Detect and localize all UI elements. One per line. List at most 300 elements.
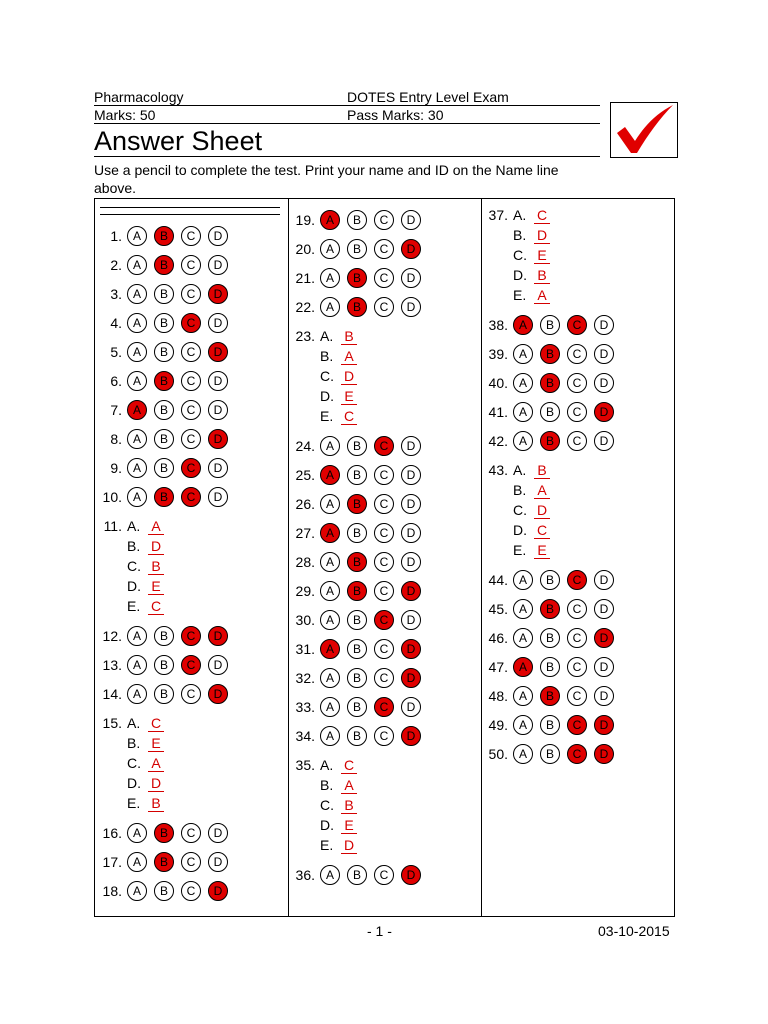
answer-bubble-c[interactable]: C [374,523,394,543]
answer-bubble-b[interactable]: B [154,342,174,362]
answer-bubble-c[interactable]: C [374,268,394,288]
instructions: Use a pencil to complete the test. Print your name and ID on the Name line above. [94,162,559,196]
answer-bubble-c[interactable]: C [567,657,587,677]
answer-bubble-a[interactable]: A [513,402,533,422]
match-item-label: B. [320,777,334,793]
answer-bubble-b[interactable]: B [347,268,367,288]
match-item-answer[interactable]: E [148,578,164,595]
answer-bubble-b[interactable]: B [154,226,174,246]
question-number: 49. [488,717,508,733]
answer-bubble-d[interactable]: D [401,552,421,572]
question-number: 25. [295,467,315,483]
answer-bubble-d[interactable]: D [594,715,614,735]
question-number: 31. [295,641,315,657]
page-title: Answer Sheet [94,126,263,156]
answer-bubble-d[interactable]: D [594,570,614,590]
answer-bubble-c[interactable]: C [374,639,394,659]
match-item-answer[interactable]: A [341,348,357,365]
answer-bubble-d[interactable]: D [401,639,421,659]
answer-bubble-a[interactable]: A [320,239,340,259]
answer-bubble-d[interactable]: D [401,523,421,543]
answer-bubble-c[interactable]: C [181,226,201,246]
answer-bubble-a[interactable]: A [320,581,340,601]
match-item-answer[interactable]: D [341,368,357,385]
answer-bubble-c[interactable]: C [374,610,394,630]
match-item-answer[interactable]: C [341,408,357,425]
answer-bubble-c[interactable]: C [567,373,587,393]
column-divider-2 [481,198,482,917]
match-item-answer[interactable]: C [148,715,164,732]
question-number: 1. [110,228,122,244]
question-number: 5. [110,344,122,360]
answer-bubble-c[interactable]: C [567,628,587,648]
answer-bubble-c[interactable]: C [374,210,394,230]
answer-bubble-a[interactable]: A [127,881,147,901]
answer-bubble-b[interactable]: B [347,668,367,688]
header-rule-1 [94,105,600,106]
question-number: 4. [110,315,122,331]
match-item-answer[interactable]: B [341,797,357,814]
answer-bubble-c[interactable]: C [374,552,394,572]
match-item-label: D. [320,817,334,833]
match-item-label: E. [320,408,334,424]
answer-bubble-a[interactable]: A [513,686,533,706]
question-number: 17. [102,854,122,870]
answer-bubble-b[interactable]: B [154,313,174,333]
match-item-label: C. [513,502,527,518]
answer-bubble-c[interactable]: C [374,239,394,259]
answer-bubble-a[interactable]: A [513,431,533,451]
match-item-answer[interactable]: D [534,502,550,519]
question-number: 16. [102,825,122,841]
answer-bubble-d[interactable]: D [401,668,421,688]
exam-name: DOTES Entry Level Exam [347,89,509,105]
match-item-answer[interactable]: B [341,328,357,345]
question-number: 3. [110,286,122,302]
answer-bubble-d[interactable]: D [208,626,228,646]
answer-bubble-d[interactable]: D [401,726,421,746]
answer-bubble-b[interactable]: B [154,684,174,704]
answer-bubble-a[interactable]: A [127,429,147,449]
pass-marks-label: Pass Marks: 30 [347,107,444,123]
answer-bubble-d[interactable]: D [208,400,228,420]
answer-bubble-b[interactable]: B [347,610,367,630]
answer-bubble-d[interactable]: D [401,239,421,259]
match-item-label: C. [127,755,141,771]
answer-bubble-b[interactable]: B [540,715,560,735]
answer-bubble-a[interactable]: A [513,657,533,677]
answer-bubble-b[interactable]: B [347,697,367,717]
match-item-label: C. [320,368,334,384]
question-number: 22. [295,299,315,315]
answer-bubble-a[interactable]: A [127,458,147,478]
question-number: 29. [295,583,315,599]
answer-bubble-b[interactable]: B [540,744,560,764]
match-item-answer[interactable]: A [148,755,164,772]
match-item-label: E. [127,795,141,811]
answer-bubble-d[interactable]: D [401,465,421,485]
answer-bubble-d[interactable]: D [208,458,228,478]
answer-bubble-a[interactable]: A [127,284,147,304]
answer-bubble-a[interactable]: A [320,639,340,659]
answer-bubble-d[interactable]: D [401,697,421,717]
answer-bubble-b[interactable]: B [540,315,560,335]
answer-bubble-b[interactable]: B [347,210,367,230]
answer-bubble-b[interactable]: B [540,628,560,648]
question-number: 19. [295,212,315,228]
answer-bubble-a[interactable]: A [320,465,340,485]
answer-bubble-d[interactable]: D [208,487,228,507]
answer-bubble-d[interactable]: D [594,431,614,451]
answer-bubble-c[interactable]: C [374,494,394,514]
answer-bubble-d[interactable]: D [401,210,421,230]
answer-bubble-d[interactable]: D [208,429,228,449]
answer-bubble-d[interactable]: D [401,494,421,514]
match-item-label: D. [513,522,527,538]
match-item-label: E. [320,837,334,853]
match-item-label: E. [513,287,527,303]
question-number: 41. [488,404,508,420]
answer-bubble-d[interactable]: D [208,226,228,246]
answer-bubble-a[interactable]: A [127,487,147,507]
match-item-answer[interactable]: A [534,482,550,499]
answer-bubble-b[interactable]: B [154,487,174,507]
answer-bubble-b[interactable]: B [347,239,367,259]
answer-bubble-b[interactable]: B [347,297,367,317]
answer-bubble-b[interactable]: B [154,284,174,304]
question-number: 46. [488,630,508,646]
match-item-answer[interactable]: E [534,542,550,559]
question-number: 42. [488,433,508,449]
answer-bubble-c[interactable]: C [181,626,201,646]
page-number: - 1 - [367,923,392,939]
match-item-label: D. [513,267,527,283]
question-number: 11. [103,518,122,534]
answer-bubble-b[interactable]: B [154,881,174,901]
match-item-label: C. [320,797,334,813]
match-item-answer[interactable]: D [534,227,550,244]
match-item-answer[interactable]: B [148,558,164,575]
match-item-label: A. [320,757,334,773]
header-rule-2 [94,123,600,124]
answer-bubble-a[interactable]: A [320,210,340,230]
question-number: 15. [102,715,122,731]
answer-bubble-c[interactable]: C [374,436,394,456]
answer-bubble-a[interactable]: A [127,626,147,646]
answer-bubble-a[interactable]: A [127,684,147,704]
answer-bubble-a[interactable]: A [127,342,147,362]
answer-bubble-c[interactable]: C [567,431,587,451]
answer-bubble-a[interactable]: A [320,697,340,717]
answer-bubble-c[interactable]: C [567,570,587,590]
answer-bubble-b[interactable]: B [540,402,560,422]
match-item-answer[interactable]: A [341,777,357,794]
answer-bubble-a[interactable]: A [513,744,533,764]
question-number: 2. [110,257,122,273]
answer-bubble-b[interactable]: B [347,523,367,543]
answer-bubble-c[interactable]: C [374,865,394,885]
question-number: 48. [488,688,508,704]
match-item-label: B. [320,348,334,364]
answer-bubble-d[interactable]: D [208,684,228,704]
answer-bubble-b[interactable]: B [154,429,174,449]
answer-bubble-b[interactable]: B [540,431,560,451]
question-number: 8. [110,431,122,447]
question-number: 50. [488,746,508,762]
answer-bubble-d[interactable]: D [594,657,614,677]
name-line-2 [100,214,280,215]
subject-label: Pharmacology [94,89,184,105]
answer-bubble-d[interactable]: D [208,313,228,333]
question-number: 40. [488,375,508,391]
question-number: 34. [295,728,315,744]
answer-bubble-d[interactable]: D [208,823,228,843]
match-item-label: B. [513,482,527,498]
answer-bubble-a[interactable]: A [513,373,533,393]
answer-bubble-c[interactable]: C [567,715,587,735]
match-item-answer[interactable]: D [148,538,164,555]
answer-bubble-a[interactable]: A [320,436,340,456]
question-number: 47. [488,659,508,675]
footer-date: 03-10-2015 [598,923,670,939]
answer-bubble-b[interactable]: B [154,823,174,843]
title-rule [94,156,600,157]
match-item-label: E. [127,598,141,614]
answer-bubble-c[interactable]: C [181,684,201,704]
answer-bubble-b[interactable]: B [347,726,367,746]
answer-bubble-d[interactable]: D [594,315,614,335]
match-item-answer[interactable]: D [148,775,164,792]
answer-bubble-c[interactable]: C [374,697,394,717]
answer-bubble-d[interactable]: D [401,297,421,317]
answer-bubble-b[interactable]: B [347,639,367,659]
answer-bubble-d[interactable]: D [401,610,421,630]
answer-bubble-a[interactable]: A [320,610,340,630]
answer-bubble-a[interactable]: A [513,715,533,735]
question-number: 10. [102,489,122,505]
answer-bubble-d[interactable]: D [594,373,614,393]
answer-bubble-c[interactable]: C [181,400,201,420]
answer-bubble-d[interactable]: D [594,344,614,364]
answer-bubble-b[interactable]: B [540,570,560,590]
question-number: 33. [295,699,315,715]
answer-bubble-c[interactable]: C [181,881,201,901]
answer-bubble-d[interactable]: D [208,342,228,362]
answer-bubble-a[interactable]: A [127,823,147,843]
match-item-label: A. [127,518,141,534]
answer-bubble-c[interactable]: C [181,458,201,478]
question-number: 14. [102,686,122,702]
answer-bubble-b[interactable]: B [154,458,174,478]
match-item-answer[interactable]: B [534,462,550,479]
match-item-answer[interactable]: C [148,598,164,615]
question-number: 36. [295,867,315,883]
question-number: 26. [295,496,315,512]
answer-bubble-b[interactable]: B [540,657,560,677]
match-item-answer[interactable]: E [341,388,357,405]
question-number: 28. [295,554,315,570]
answer-bubble-d[interactable]: D [208,655,228,675]
answer-bubble-a[interactable]: A [320,726,340,746]
answer-bubble-a[interactable]: A [513,344,533,364]
answer-bubble-d[interactable]: D [208,284,228,304]
answer-bubble-d[interactable]: D [594,599,614,619]
answer-bubble-a[interactable]: A [513,628,533,648]
answer-bubble-a[interactable]: A [127,226,147,246]
match-item-label: A. [513,462,527,478]
answer-bubble-b[interactable]: B [154,852,174,872]
match-item-label: A. [320,328,334,344]
answer-bubble-c[interactable]: C [374,726,394,746]
question-number: 30. [295,612,315,628]
question-number: 12. [102,628,122,644]
answer-bubble-b[interactable]: B [154,400,174,420]
answer-bubble-c[interactable]: C [374,581,394,601]
answer-bubble-d[interactable]: D [401,436,421,456]
question-number: 43. [488,462,508,478]
question-number: 45. [488,601,508,617]
answer-bubble-c[interactable]: C [181,655,201,675]
question-number: 37. [488,207,508,223]
answer-bubble-d[interactable]: D [594,686,614,706]
match-item-label: D. [320,388,334,404]
question-number: 13. [102,657,122,673]
answer-bubble-c[interactable]: C [181,429,201,449]
answer-bubble-d[interactable]: D [594,628,614,648]
answer-bubble-b[interactable]: B [154,626,174,646]
question-number: 38. [488,317,508,333]
answer-bubble-b[interactable]: B [347,465,367,485]
answer-bubble-b[interactable]: B [154,371,174,391]
answer-bubble-c[interactable]: C [567,599,587,619]
answer-bubble-d[interactable]: D [208,255,228,275]
answer-bubble-c[interactable]: C [567,402,587,422]
answer-bubble-d[interactable]: D [208,371,228,391]
answer-bubble-c[interactable]: C [181,487,201,507]
answer-bubble-a[interactable]: A [127,371,147,391]
match-item-answer[interactable]: D [341,837,357,854]
answer-bubble-c[interactable]: C [181,852,201,872]
name-line-1 [100,207,280,208]
answer-bubble-c[interactable]: C [567,315,587,335]
question-number: 27. [295,525,315,541]
answer-bubble-b[interactable]: B [540,686,560,706]
answer-bubble-d[interactable]: D [401,865,421,885]
answer-bubble-c[interactable]: C [567,344,587,364]
answer-bubble-b[interactable]: B [347,552,367,572]
answer-bubble-a[interactable]: A [127,313,147,333]
match-item-answer[interactable]: C [534,207,550,224]
answer-bubble-a[interactable]: A [320,865,340,885]
answer-bubble-c[interactable]: C [374,297,394,317]
answer-bubble-b[interactable]: B [347,865,367,885]
answer-bubble-a[interactable]: A [320,268,340,288]
question-number: 9. [110,460,122,476]
match-item-answer[interactable]: A [148,518,164,535]
match-item-answer[interactable]: B [534,267,550,284]
answer-bubble-a[interactable]: A [127,655,147,675]
answer-bubble-c[interactable]: C [181,371,201,391]
answer-bubble-c[interactable]: C [567,744,587,764]
answer-bubble-b[interactable]: B [540,373,560,393]
answer-bubble-b[interactable]: B [540,344,560,364]
match-item-label: A. [513,207,527,223]
answer-bubble-c[interactable]: C [181,342,201,362]
question-number: 21. [295,270,315,286]
answer-bubble-a[interactable]: A [320,552,340,572]
answer-bubble-a[interactable]: A [513,315,533,335]
marks-label: Marks: 50 [94,107,156,123]
answer-bubble-b[interactable]: B [347,436,367,456]
question-number: 18. [102,883,122,899]
answer-bubble-a[interactable]: A [127,852,147,872]
answer-bubble-a[interactable]: A [513,570,533,590]
answer-bubble-b[interactable]: B [540,599,560,619]
answer-bubble-d[interactable]: D [594,402,614,422]
answer-bubble-b[interactable]: B [347,494,367,514]
question-number: 6. [110,373,122,389]
answer-bubble-c[interactable]: C [181,255,201,275]
answer-bubble-a[interactable]: A [320,494,340,514]
question-number: 23. [295,328,315,344]
checkmark-icon [611,103,677,157]
match-item-label: B. [127,538,141,554]
answer-bubble-d[interactable]: D [401,268,421,288]
answer-bubble-b[interactable]: B [347,581,367,601]
question-number: 44. [488,572,508,588]
match-item-answer[interactable]: E [341,817,357,834]
question-number: 24. [295,438,315,454]
match-item-label: A. [127,715,141,731]
match-item-label: D. [127,775,141,791]
match-item-answer[interactable]: A [534,287,550,304]
answer-bubble-a[interactable]: A [127,400,147,420]
answer-bubble-a[interactable]: A [320,297,340,317]
answer-bubble-a[interactable]: A [320,668,340,688]
question-number: 39. [488,346,508,362]
match-item-label: C. [513,247,527,263]
answer-bubble-a[interactable]: A [320,523,340,543]
answer-bubble-d[interactable]: D [208,852,228,872]
question-number: 32. [295,670,315,686]
match-item-answer[interactable]: C [341,757,357,774]
match-item-label: D. [127,578,141,594]
answer-bubble-c[interactable]: C [181,313,201,333]
answer-bubble-d[interactable]: D [208,881,228,901]
match-item-label: C. [127,558,141,574]
answer-bubble-c[interactable]: C [374,465,394,485]
question-number: 35. [295,757,315,773]
answer-bubble-c[interactable]: C [181,284,201,304]
answer-bubble-c[interactable]: C [181,823,201,843]
answer-bubble-c[interactable]: C [374,668,394,688]
answer-bubble-a[interactable]: A [513,599,533,619]
answer-bubble-c[interactable]: C [567,686,587,706]
match-item-answer[interactable]: E [534,247,550,264]
match-item-label: E. [513,542,527,558]
match-item-label: B. [127,735,141,751]
check-box [610,102,678,158]
match-item-answer[interactable]: B [148,795,164,812]
match-item-answer[interactable]: C [534,522,550,539]
answer-bubble-d[interactable]: D [594,744,614,764]
answer-bubble-d[interactable]: D [401,581,421,601]
answer-bubble-b[interactable]: B [154,255,174,275]
answer-bubble-b[interactable]: B [154,655,174,675]
match-item-answer[interactable]: E [148,735,164,752]
answer-bubble-a[interactable]: A [127,255,147,275]
question-number: 7. [110,402,122,418]
